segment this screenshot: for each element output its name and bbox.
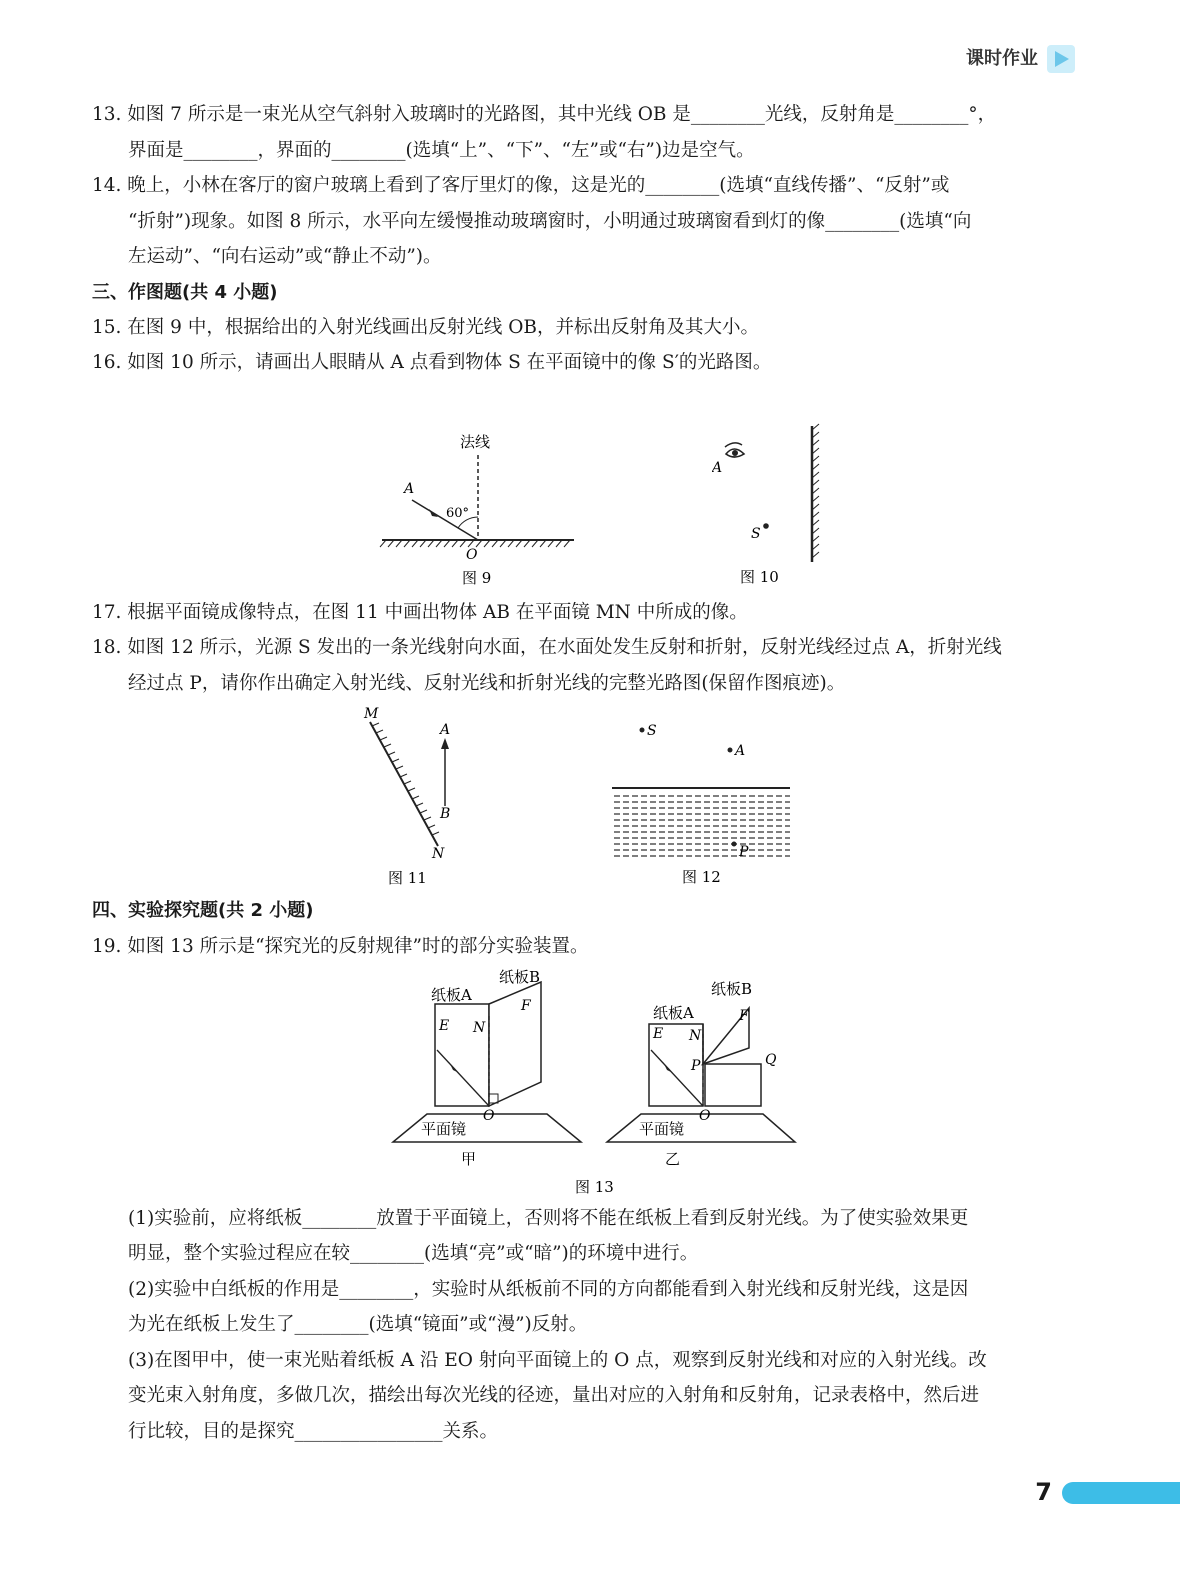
header-title: 课时作业 bbox=[966, 48, 1038, 69]
fig9-point-o: O bbox=[466, 547, 478, 563]
figure-9 bbox=[374, 425, 584, 590]
fig9-point-a: A bbox=[404, 481, 415, 497]
fig13-right-sub: 乙 bbox=[665, 1150, 681, 1168]
fig9-normal-label: 法线 bbox=[460, 433, 491, 451]
fig12-caption: 图 12 bbox=[682, 868, 721, 886]
fig13-left-board-b: 纸板B bbox=[499, 968, 541, 986]
fig9-angle-label: 60° bbox=[446, 506, 470, 521]
question-19-part-3-line-1: (3)在图甲中，使一束光贴着纸板 A 沿 EO 射向平面镜上的 O 点，观察到反射光线和对应的入射光线。改 bbox=[128, 1350, 987, 1371]
question-13-line-2: 界面是________，界面的________(选填“上”、“下”、“左”或“右”)边是空气。 bbox=[128, 140, 755, 161]
eye-icon bbox=[725, 443, 744, 457]
section-4-heading: 四、实验探究题(共 2 小题) bbox=[92, 900, 314, 921]
figure-12 bbox=[612, 714, 802, 892]
question-14-line-1: 14. 晚上，小林在客厅的窗户玻璃上看到了客厅里灯的像，这是光的________(选填“直线传播”、“反射”或 bbox=[92, 175, 950, 196]
question-19-part-2-line-2: 为光在纸板上发生了________(选填“镜面”或“漫”)反射。 bbox=[128, 1314, 588, 1335]
question-19-part-1-line-2: 明显，整个实验过程应在较________(选填“亮”或“暗”)的环境中进行。 bbox=[128, 1243, 699, 1264]
fig10-caption: 图 10 bbox=[740, 568, 779, 586]
fig9-caption: 图 9 bbox=[462, 569, 492, 587]
fig13-right-board-a: 纸板A bbox=[653, 1004, 694, 1022]
fig11-n: N bbox=[432, 846, 445, 862]
question-18-line-2: 经过点 P，请你作出确定入射光线、反射光线和折射光线的完整光路图(保留作图痕迹)。 bbox=[128, 673, 846, 694]
fig13-left-board-a: 纸板A bbox=[431, 986, 472, 1004]
question-19-part-2-line-1: (2)实验中白纸板的作用是________，实验时从纸板前不同的方向都能看到入射光线和反射光线，这是因 bbox=[128, 1279, 969, 1300]
fig11-a: A bbox=[440, 722, 451, 738]
question-19-part-3-line-3: 行比较，目的是探究________________关系。 bbox=[128, 1421, 499, 1442]
fig13-right-e: E bbox=[653, 1026, 664, 1042]
fig12-p: P bbox=[739, 844, 749, 860]
fig13-left-f: F bbox=[521, 998, 531, 1014]
fig13-right-q: Q bbox=[765, 1052, 777, 1068]
fig13-left-n: N bbox=[473, 1020, 486, 1036]
question-19-part-3-line-2: 变光束入射角度，多做几次，描绘出每次光线的径迹，量出对应的入射角和反射角，记录表格中，然后进 bbox=[128, 1385, 980, 1406]
fig13-caption: 图 13 bbox=[575, 1178, 614, 1196]
question-19-part-1-line-1: (1)实验前，应将纸板________放置于平面镜上，否则将不能在纸板上看到反射光线。为了使实验效果更 bbox=[128, 1208, 969, 1229]
fig10-point-a: A bbox=[712, 460, 723, 476]
question-15: 15. 在图 9 中，根据给出的入射光线画出反射光线 OB，并标出反射角及其大小。 bbox=[92, 317, 759, 338]
fig13-right-n: N bbox=[689, 1028, 702, 1044]
fig11-m: M bbox=[364, 706, 379, 722]
question-19: 19. 如图 13 所示是“探究光的反射规律”时的部分实验装置。 bbox=[92, 936, 589, 957]
fig11-b: B bbox=[440, 806, 451, 822]
fig10-point-s: S bbox=[751, 526, 761, 542]
question-17: 17. 根据平面镜成像特点，在图 11 中画出物体 AB 在平面镜 MN 中所成的像。 bbox=[92, 602, 748, 623]
question-18-line-1: 18. 如图 12 所示，光源 S 发出的一条光线射向水面，在水面处发生反射和折射，反射光线经过点 A，折射光线 bbox=[92, 637, 1002, 658]
page-accent-bar bbox=[1062, 1482, 1180, 1504]
question-14-line-2: “折射”)现象。如图 8 所示，水平向左缓慢推动玻璃窗时，小明通过玻璃窗看到灯的像________(选填“向 bbox=[128, 211, 972, 232]
fig13-right-f: F bbox=[739, 1008, 749, 1024]
fig13-right-p: P bbox=[691, 1058, 701, 1074]
fig13-left-e: E bbox=[439, 1018, 450, 1034]
fig12-s: S bbox=[647, 723, 657, 739]
figure-10 bbox=[712, 420, 822, 590]
fig11-caption: 图 11 bbox=[388, 869, 427, 887]
fig13-left-mirror: 平面镜 bbox=[421, 1120, 467, 1138]
fig13-left-o: O bbox=[483, 1108, 495, 1124]
figure-11 bbox=[358, 700, 478, 892]
question-13-line-1: 13. 如图 7 所示是一束光从空气斜射入玻璃时的光路图，其中光线 OB 是________光线，反射角是________°， bbox=[92, 104, 997, 125]
fig13-right-o: O bbox=[699, 1108, 711, 1124]
question-16: 16. 如图 10 所示，请画出人眼睛从 A 点看到物体 S 在平面镜中的像 S′的光路图。 bbox=[92, 352, 772, 373]
fig13-right-board-b: 纸板B bbox=[711, 980, 753, 998]
figure-13 bbox=[385, 966, 815, 1198]
fig12-a: A bbox=[735, 743, 746, 759]
section-3-heading: 三、作图题(共 4 小题) bbox=[92, 282, 278, 303]
fig13-right-mirror: 平面镜 bbox=[639, 1120, 685, 1138]
page-number: 7 bbox=[1035, 1478, 1052, 1506]
question-14-line-3: 左运动”、“向右运动”或“静止不动”)。 bbox=[128, 246, 442, 267]
play-icon bbox=[1046, 44, 1076, 74]
fig13-left-sub: 甲 bbox=[461, 1150, 477, 1168]
